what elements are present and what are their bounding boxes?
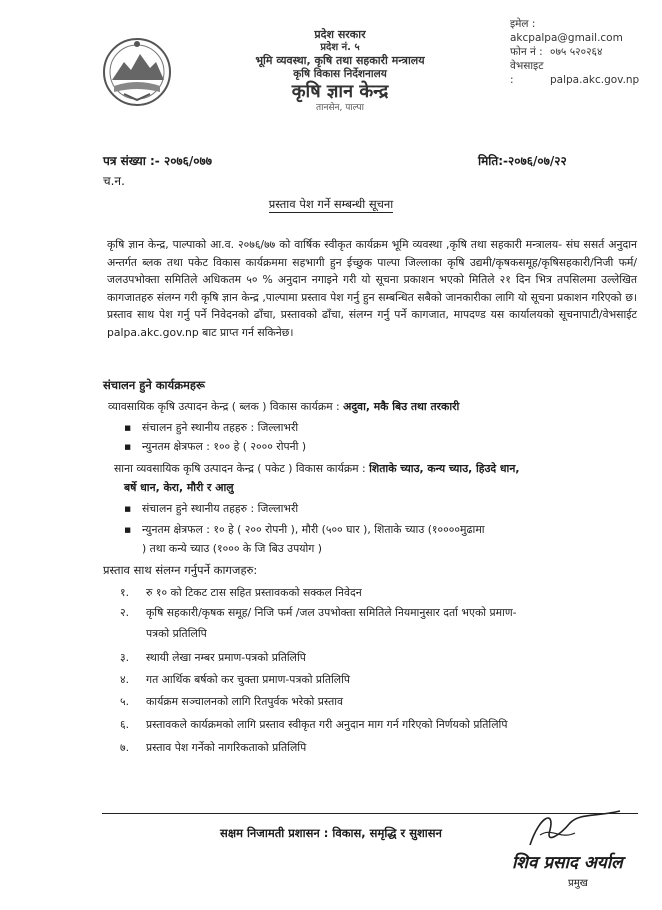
pocket-program-title-cont [124,480,234,495]
item-number: ५. [120,695,130,708]
block-program-crops: अदुवा, मकै बिउ तथा तरकारी [343,400,460,413]
signature-mark-icon [500,805,640,855]
pocket-program-crops-2: बर्षे धान, केरा, मौरी र आलु [124,481,234,494]
document-item-4: गत आर्थिक बर्षको कर चुक्ता प्रमाण-पत्रको प्रतिलिपि [146,673,351,686]
email-label: इमेल : [510,18,536,30]
document-item-6: प्रस्तावकले कार्यक्रमको लागि प्रस्ताव स्वीकृत गरी अनुदान माग गर्न गरिएको निर्णयको प्रतिलिपि [146,718,508,731]
document-item-2-cont: पत्रको प्रतिलिपि [146,627,207,640]
website-label: वेभसाइट : [510,60,544,86]
reference-number: पत्र संख्या :- २०७६/०७७ [103,154,213,168]
subject-text: प्रस्ताव पेश गर्ने सम्बन्धी सूचना [268,197,394,211]
list-item [124,439,306,454]
email-row [510,17,662,45]
website-value: palpa.akc.gov.np [550,74,640,86]
item-number: ४. [120,673,130,686]
letter-date: मिति:-२०७६/०७/२२ [478,154,567,168]
list-item [120,672,350,687]
list-item [120,650,306,665]
signatory-name: शिव प्रसाद अर्याल [512,853,623,873]
document-item-1: रु १० को टिकट टास सहित प्रस्तावकको सक्कल निवेदन [146,586,362,599]
province-line: प्रदेश नं. ५ [320,42,360,53]
pocket-program-title [114,461,519,476]
bullet-icon: ▪ [124,502,132,515]
list-item [124,420,298,435]
phone-value: ०७५ ५२०२६४ [550,46,603,58]
office-name: कृषि ज्ञान केन्द्र [291,81,389,102]
phone-row [510,45,662,59]
list-item [120,605,517,620]
website-row [510,59,662,87]
email-value: akcpalpa@gmail.com [510,32,623,44]
bullet-icon: ▪ [124,440,132,453]
gov-line: प्रदेश सरकार [314,28,366,41]
list-item [124,501,298,516]
programs-heading: संचालन हुने कार्यक्रमहरू [103,378,205,392]
document-item-5: कार्यक्रम सञ्चालनको लागि रितपुर्वक भरेको प्रस्ताव [146,695,344,708]
signatory-title: प्रमुख [568,878,588,889]
block-bullet-1: संचालन हुने स्थानीय तहहरु : जिल्लाभरी [142,421,299,434]
documents-heading: प्रस्ताव साथ संलग्न गर्नुपर्ने कागजहरु: [103,563,258,577]
dispatch-number: च.न. [103,174,125,188]
list-item [120,694,343,709]
item-number: ७. [120,741,130,754]
nepal-emblem-icon [100,34,174,108]
phone-label: फोन नं : [510,46,543,58]
pocket-bullet-1: संचालन हुने स्थानीय तहहरु : जिल्लाभरी [142,502,299,515]
subject-line [0,197,662,212]
pocket-bullet-2: न्युनतम क्षेत्रफल : १० हे ( २०० रोपनी ), मौरी (५०० घार ), शिताके च्याउ (१००००मुढामा [142,523,485,536]
block-bullet-2: न्युनतम क्षेत्रफल : १०० हे ( २००० रोपनी ) [142,440,307,453]
bullet-icon: ▪ [124,523,132,536]
list-item [120,585,362,600]
item-number: २. [120,606,130,619]
document-item-7: प्रस्ताव पेश गर्नेको नागरिकताको प्रतिलिपि [146,741,307,754]
list-item [120,717,507,732]
ministry-line: भूमि व्यवस्था, कृषि तथा सहकारी मन्त्रालय [255,54,425,67]
office-location: तानसेन, पाल्पा [315,103,364,113]
document-item-2: कृषि सहकारी/कृषक समूह/ निजि फर्म /जल उपभोक्ता समितिले नियमानुसार दर्ता भएको प्रमाण- [146,606,517,619]
pocket-program-label: साना व्यवसायिक कृषि उत्पादन केन्द्र ( पकेट ) विकास कार्यक्रम : [114,462,370,475]
item-number: ३. [120,651,130,664]
list-item [120,740,306,755]
document-item-3: स्थायी लेखा नम्बर प्रमाण-पत्रको प्रतिलिपि [146,651,306,664]
list-item [124,522,485,537]
body-paragraph: कृषि ज्ञान केन्द्र, पाल्पाको आ.व. २०७६/७७ को वार्षिक स्वीकृत कार्यक्रम भूमि व्यवस्था ,कृषि तथा सहकारी मन्त्रालय- संघ ससर्त अनुदान अन्तर्गत ब्लक तथा पकेट विकास कार्यक्रममा सहभागी हुन ईच्छुक पाल्पा जिल्लाका कृषि उद्यमी/कृषकसमूह/कृषिसहकारी/निजी फर्म/जलउपभोक्ता समितिले अधिकतम ५० % अनुदान नगाइने गरी यो सूचना प्रकाशन भएको मितिले २१ दिन भित्र तपसिलमा उल्लेखित कागजातहरु संलग्न गरी कृषि ज्ञान केन्द्र ,पाल्पामा प्रस्ताव पेश गर्नु हुन सम्बन्धित सबैको जानकारीका लागि यो सूचना प्रकाशन गरिएको छ। प्रस्ताव साथ पेश गर्नु पर्ने निवेदनको ढाँचा, प्रस्तावको ढाँचा, संलग्न गर्नु पर्ने कागजात, मापदण्ड यस कार्यालयको सूचनापाटी/वेभसाईट palpa.akc.gov.np बाट प्राप्त गर्न सकिनेछ। [107,238,638,339]
item-number: १. [120,586,130,599]
item-number: ६. [120,718,130,731]
contact-block [510,17,662,87]
office-header [200,28,480,114]
footer-slogan: सक्षम निजामती प्रशासन : विकास, समृद्धि र सुशासन [220,826,442,840]
block-program-title [108,399,459,414]
block-program-label: व्यावसायिक कृषि उत्पादन केन्द्र ( ब्लक ) विकास कार्यक्रम : [108,400,344,413]
pocket-bullet-2-cont: ) तथा कन्ये च्याउ (१००० के जि बिउ उपयोग ) [142,542,322,555]
bullet-icon: ▪ [124,421,132,434]
pocket-program-crops: शिताके च्याउ, कन्य च्याउ, हिउदे धान, [369,462,520,475]
directorate-line: कृषि विकास निर्देशनालय [293,68,387,80]
